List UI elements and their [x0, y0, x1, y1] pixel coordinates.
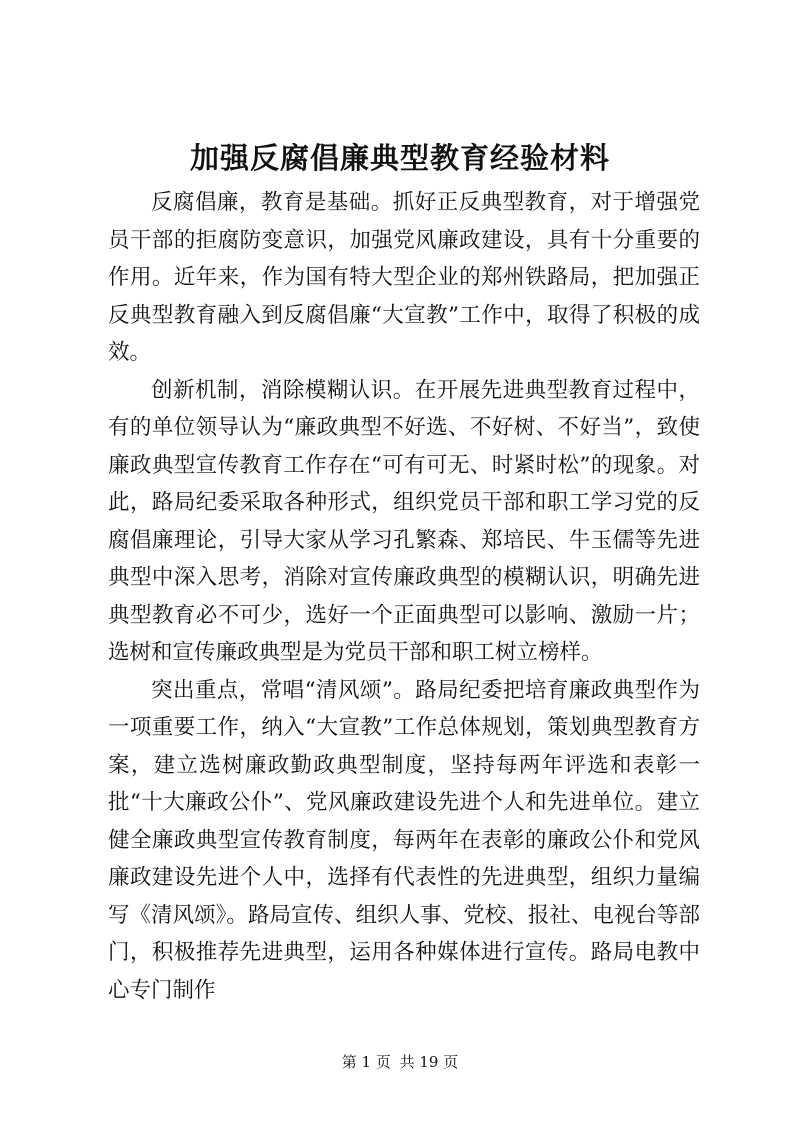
paragraph-2: 创新机制，消除模糊认识。在开展先进典型教育过程中，有的单位领导认为“廉政典型不好选、不好树、不好当”，致使廉政典型宣传教育工作存在“可有可无、时紧时松”的现象。对此，路局纪委采取各种形式，组织党员干部和职工学习党的反腐倡廉理论，引导大家从学习孔繁森、郑培民、牛玉儒等先进典型中深入思考，消除对宣传廉政典型的模糊认识，明确先进典型教育必不可少，选好一个正面典型可以影响、激励一片；选树和宣传廉政典型是为党员干部和职工树立榜样。: [108, 377, 700, 665]
document-title: 加强反腐倡廉典型教育经验材料: [189, 141, 610, 175]
paragraph-1: 反腐倡廉，教育是基础。抓好正反典型教育，对于增强党员干部的拒腐防变意识，加强党风廉政建设，具有十分重要的作用。近年来，作为国有特大型企业的郑州铁路局，把加强正反典型教育融入到反腐倡廉“大宣教”工作中，取得了积极的成效。: [108, 190, 700, 365]
page-number: 第 1 页: [341, 1053, 391, 1071]
paragraph-3: 突出重点，常唱“清风颂”。路局纪委把培育廉政典型作为一项重要工作，纳入“大宣教”工作总体规划，策划典型教育方案，建立选树廉政勤政典型制度，坚持每两年评选和表彰一批“十大廉政公仆”、党风廉政建设先进个人和先进单位。建立健全廉政典型宣传教育制度，每两年在表彰的廉政公仆和党风廉政建设先进个人中，选择有代表性的先进典型，组织力量编写《清风颂》。路局宣传、组织人事、党校、报社、电视台等部门，积极推荐先进典型，运用各种媒体进行宣传。路局电教中心专门制作: [108, 677, 700, 1003]
page-footer: [0, 1052, 800, 1072]
page-total: 共 19 页: [399, 1053, 459, 1071]
document-body: [108, 184, 700, 1009]
